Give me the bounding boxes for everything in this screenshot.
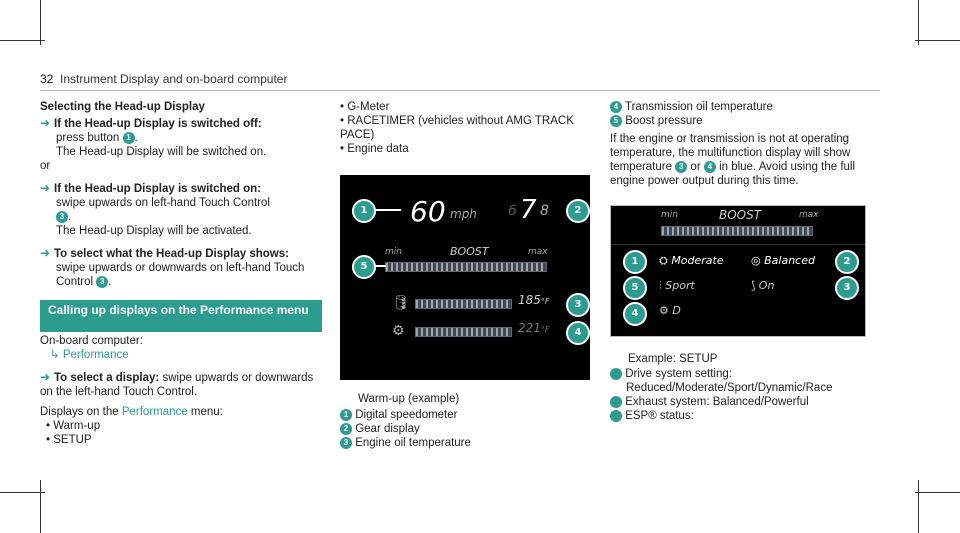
- legend-num: 2: [610, 396, 622, 408]
- callout-1-icon: 1: [123, 132, 135, 144]
- boost-gauge: [385, 262, 547, 272]
- performance-link[interactable]: Performance: [121, 406, 188, 418]
- callout-5: 5: [623, 276, 647, 300]
- boost-max: max: [528, 247, 548, 257]
- menu-arrow-icon: ↳: [50, 349, 60, 361]
- step-text: The Head-up Display will be activated.: [56, 225, 252, 237]
- column-3: [610, 100, 865, 188]
- step-arrow-icon: ➜: [40, 181, 51, 195]
- para-text: in blue. Avoid using the full engine power output during this time.: [610, 161, 856, 187]
- callout-5: 5: [352, 255, 376, 279]
- callout-3-icon: 3: [96, 276, 108, 288]
- legend-text: Digital speedometer: [355, 409, 458, 421]
- boost-label: BOOST: [450, 245, 489, 258]
- boost-min: min: [661, 210, 678, 220]
- callout-3: 3: [835, 276, 859, 300]
- crop-mark: [915, 40, 960, 41]
- legend-text: Gear display: [355, 423, 420, 435]
- transmission-icon: ⚙: [659, 304, 669, 317]
- transmission-oil-temp: 221: [518, 321, 541, 335]
- step-arrow-icon: ➜: [40, 370, 51, 384]
- step-text: swipe upwards or downwards on the left-hand Touch Control.: [40, 372, 314, 398]
- legend-text: Exhaust system: Balanced/Powerful: [625, 396, 809, 408]
- crop-mark: [40, 480, 41, 533]
- gear-prev: 6: [508, 203, 517, 219]
- step-text: press button: [56, 132, 120, 144]
- transmission-oil-gauge: [415, 327, 512, 337]
- caption-warmup: Warm-up (example): [358, 393, 460, 405]
- drive-setting: Moderate: [671, 254, 724, 267]
- section-heading-performance: Calling up displays on the Performance menu: [40, 300, 322, 332]
- displays-text: menu:: [190, 406, 223, 418]
- boost-min: min: [385, 247, 402, 257]
- column-1: Selecting the Head-up Display ➜ If the Head-up Display is switched off: press button 1 . The Head-up Display will be switched on. or ➜ If the Head-up Display is switched on: swipe upwards on left-hand Touch Control 3 . The Head-up Display will be activated. ➜ To select what the Head-up Display shows: swipe upwards or downwards on left-hand Touch Control 3 .: [40, 100, 325, 289]
- crop-mark: [918, 480, 919, 533]
- list-item: G-Meter: [347, 101, 390, 113]
- legend-list-2: [605, 367, 865, 423]
- step-title: If the Head-up Display is switched off:: [54, 118, 262, 130]
- step-title: To select a display:: [54, 372, 160, 384]
- header-rule: [40, 90, 880, 91]
- crop-mark: [918, 0, 919, 45]
- exhaust-icon: ◎: [751, 254, 761, 267]
- suspension-icon: ⫶: [659, 279, 662, 292]
- gear-current: 7: [520, 195, 537, 225]
- crop-mark: [40, 0, 41, 45]
- column-1-lower: On-board computer: ↳ Performance ➜ To select a display: swipe upwards or downwards on the left-hand Touch Control. Displays on the Performance menu: • Warm-up • SETUP: [40, 334, 325, 447]
- transmission-oil-icon: ⚙: [392, 323, 405, 339]
- legend-num: 3: [610, 410, 622, 422]
- divider: [611, 244, 865, 245]
- callout-line: [376, 265, 386, 267]
- legend-num: 4: [610, 101, 622, 113]
- step-text: swipe upwards or downwards on left-hand Touch Control: [56, 262, 305, 288]
- legend-num: 1: [340, 409, 352, 421]
- legend-text: Transmission oil temperature: [625, 101, 773, 113]
- step-text: The Head-up Display will be switched on.: [56, 146, 267, 158]
- crop-mark: [915, 492, 960, 493]
- legend-text: ESP® status:: [625, 410, 694, 422]
- speed-unit: mph: [450, 207, 477, 221]
- page-number: 32: [40, 72, 54, 86]
- crop-mark: [0, 40, 45, 41]
- callout-1: 1: [623, 250, 647, 274]
- legend-list-1: [340, 408, 590, 450]
- legend-num: 5: [610, 115, 622, 127]
- boost-label: BOOST: [719, 208, 762, 222]
- engine-oil-icon: 🛢: [392, 295, 410, 311]
- crop-mark: [0, 492, 45, 493]
- esp-setting: On: [758, 279, 775, 292]
- boost-max: max: [799, 210, 819, 220]
- callout-2: 2: [835, 250, 859, 274]
- performance-link[interactable]: Performance: [62, 349, 129, 361]
- legend-text: Boost pressure: [625, 115, 703, 127]
- or-text: or: [40, 160, 51, 172]
- page-header-title: Instrument Display and on-board computer: [60, 72, 288, 86]
- callout-4: 4: [623, 302, 647, 326]
- column-2: • G-Meter • RACETIMER (vehicles without AMG TRACK PACE) • Engine data: [340, 101, 574, 155]
- callout-4: 4: [566, 321, 590, 345]
- callout-3-icon: 3: [56, 211, 68, 223]
- step-title: To select what the Head-up Display shows:: [54, 248, 289, 260]
- step-text: swipe upwards on left-hand Touch Control: [56, 197, 270, 209]
- list-item: Engine data: [347, 143, 409, 155]
- drive-icon: ⛭: [659, 254, 668, 267]
- callout-1: 1: [352, 199, 376, 223]
- caption-setup: Example: SETUP: [628, 353, 718, 365]
- legend-num: 3: [340, 437, 352, 449]
- esp-icon: ⟆: [751, 279, 756, 292]
- para-text: or: [690, 161, 701, 173]
- suspension-setting: Sport: [665, 279, 695, 292]
- setup-screenshot: [610, 205, 866, 337]
- onboard-label: On-board computer:: [40, 335, 143, 347]
- unit-f: °F: [540, 325, 550, 334]
- gear-next: 8: [540, 203, 549, 219]
- step-title: If the Head-up Display is switched on:: [54, 183, 262, 195]
- legend-num: 1: [610, 368, 622, 380]
- callout-3: 3: [566, 293, 590, 317]
- engine-oil-temp: 185: [518, 293, 541, 307]
- callout-4-icon: 4: [704, 161, 716, 173]
- boost-gauge: [661, 226, 813, 236]
- displays-text: Displays on the: [40, 406, 119, 418]
- list-item: RACETIMER (vehicles without AMG TRACK PACE): [340, 115, 574, 141]
- list-item: Warm-up: [53, 420, 101, 432]
- para-text: If the engine or transmission is not at operating temperature, the multifunction display will show temperature: [610, 133, 851, 173]
- unit-f: °F: [540, 297, 550, 306]
- transmission-setting: D: [672, 304, 681, 317]
- warmup-screenshot: [340, 175, 590, 380]
- callout-2: 2: [566, 199, 590, 223]
- exhaust-setting: Balanced: [764, 254, 815, 267]
- callout-line: [376, 209, 401, 211]
- list-item: SETUP: [53, 434, 92, 446]
- legend-text: Drive system setting: Reduced/Moderate/Sport/Dynamic/Race: [625, 368, 833, 394]
- heading-select: Selecting the Head-up Display: [40, 101, 205, 113]
- step-arrow-icon: ➜: [40, 246, 51, 260]
- legend-num: 2: [340, 423, 352, 435]
- engine-oil-gauge: [415, 299, 512, 309]
- step-arrow-icon: ➜: [40, 116, 51, 130]
- legend-text: Engine oil temperature: [355, 437, 471, 449]
- callout-3-icon: 3: [675, 161, 687, 173]
- speed-value: 60: [410, 195, 446, 228]
